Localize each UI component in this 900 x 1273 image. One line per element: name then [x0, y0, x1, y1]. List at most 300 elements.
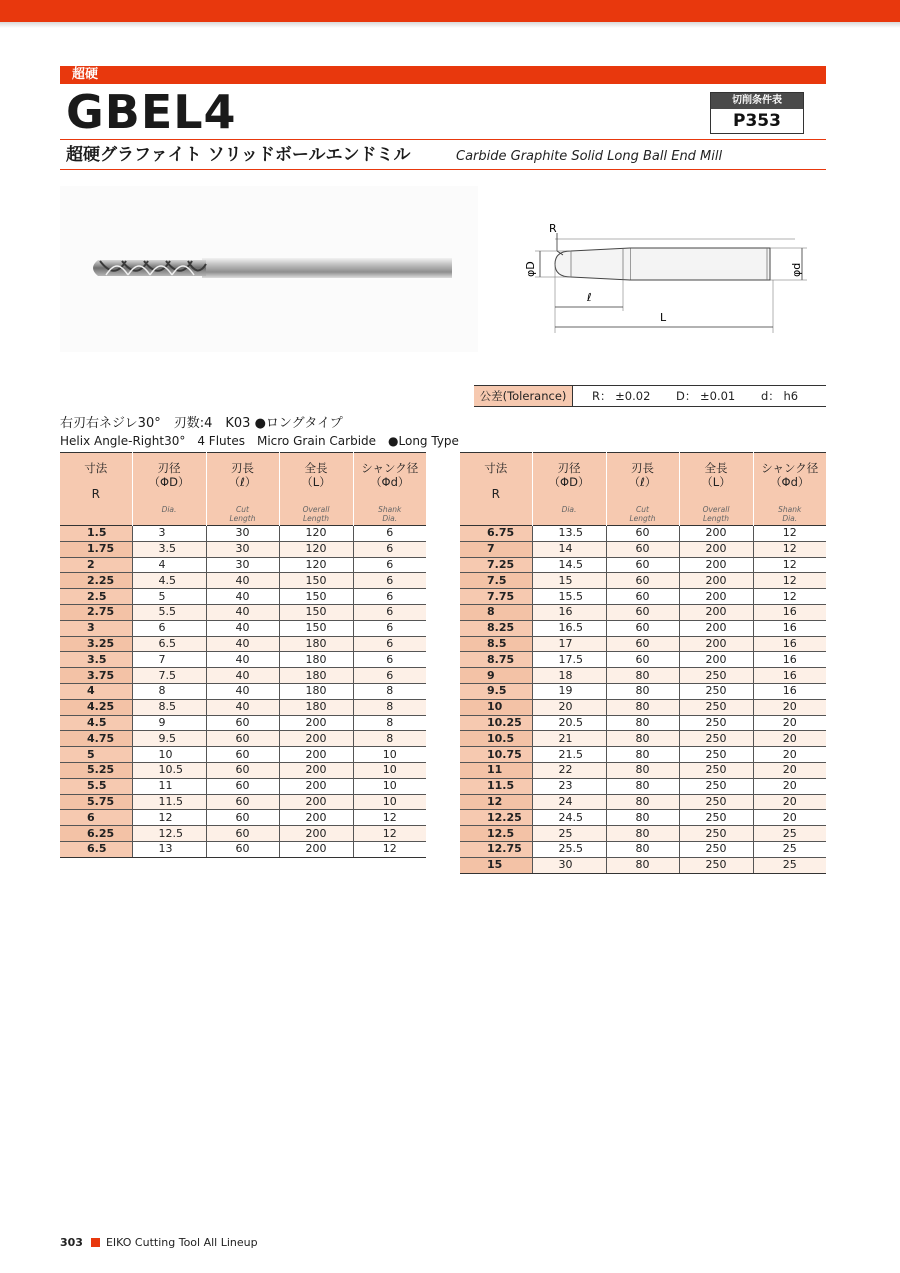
label-cut-length: ℓ: [587, 291, 592, 304]
cell-overall-length: 180: [279, 652, 353, 668]
cell-cut-length: 40: [206, 652, 279, 668]
cell-dia: 4.5: [132, 573, 206, 589]
cell-shank-dia: 8: [353, 683, 426, 699]
cell-shank-dia: 12: [353, 826, 426, 842]
cell-cut-length: 60: [606, 620, 679, 636]
cell-overall-length: 200: [679, 604, 753, 620]
dimension-diagram: [505, 215, 820, 340]
cell-cut-length: 80: [606, 826, 679, 842]
cell-cut-length: 80: [606, 731, 679, 747]
table-row: [460, 557, 826, 573]
cell-cut-length: 40: [206, 699, 279, 715]
table-row: [60, 715, 426, 731]
cell-overall-length: 250: [679, 778, 753, 794]
cell-dia: 15.5: [532, 589, 606, 605]
cell-overall-length: 180: [279, 683, 353, 699]
header-dia: 刃径 （ΦD） Dia.: [532, 453, 606, 526]
table-row: [460, 636, 826, 652]
cell-size-r: 11: [460, 762, 532, 778]
cell-size-r: 11.5: [460, 778, 532, 794]
cell-dia: 13.5: [532, 526, 606, 542]
cell-dia: 10: [132, 747, 206, 763]
cell-overall-length: 150: [279, 573, 353, 589]
cell-dia: 18: [532, 668, 606, 684]
cell-shank-dia: 12: [353, 810, 426, 826]
cell-dia: 17.5: [532, 652, 606, 668]
cell-overall-length: 250: [679, 683, 753, 699]
cell-overall-length: 150: [279, 604, 353, 620]
product-title-jp: 超硬グラファイト ソリッドボールエンドミル: [66, 145, 411, 165]
cell-overall-length: 250: [679, 794, 753, 810]
cell-overall-length: 250: [679, 762, 753, 778]
table-row: [460, 604, 826, 620]
cell-size-r: 5.75: [60, 794, 132, 810]
cell-overall-length: 250: [679, 841, 753, 857]
spec-table-right: [460, 452, 826, 874]
cell-dia: 16: [532, 604, 606, 620]
table-row: [460, 620, 826, 636]
cell-size-r: 12.5: [460, 826, 532, 842]
cell-shank-dia: 20: [753, 778, 826, 794]
cell-cut-length: 80: [606, 747, 679, 763]
cell-dia: 12: [132, 810, 206, 826]
cell-dia: 5.5: [132, 604, 206, 620]
cell-cut-length: 80: [606, 857, 679, 873]
cell-shank-dia: 20: [753, 747, 826, 763]
cell-overall-length: 200: [679, 557, 753, 573]
cell-overall-length: 200: [679, 620, 753, 636]
cell-cut-length: 40: [206, 683, 279, 699]
cell-cut-length: 60: [206, 762, 279, 778]
table-row: [460, 541, 826, 557]
cell-size-r: 9: [460, 668, 532, 684]
header-cut-length: 刃長 （ℓ） Cut Length: [206, 453, 279, 526]
cell-overall-length: 150: [279, 589, 353, 605]
cell-overall-length: 250: [679, 826, 753, 842]
cell-shank-dia: 8: [353, 715, 426, 731]
table-row: [60, 541, 426, 557]
cell-overall-length: 120: [279, 557, 353, 573]
table-row: [60, 826, 426, 842]
cell-shank-dia: 6: [353, 589, 426, 605]
cell-cut-length: 80: [606, 683, 679, 699]
cell-dia: 9: [132, 715, 206, 731]
table-row: [460, 589, 826, 605]
cell-overall-length: 200: [279, 731, 353, 747]
cell-size-r: 1.5: [60, 526, 132, 542]
cell-size-r: 4: [60, 683, 132, 699]
cell-overall-length: 200: [279, 841, 353, 857]
cell-dia: 24.5: [532, 810, 606, 826]
cell-dia: 30: [532, 857, 606, 873]
cell-shank-dia: 16: [753, 604, 826, 620]
cell-shank-dia: 20: [753, 810, 826, 826]
cell-overall-length: 200: [279, 826, 353, 842]
model-title: GBEL4: [66, 85, 237, 139]
cell-size-r: 10.25: [460, 715, 532, 731]
cell-shank-dia: 20: [753, 731, 826, 747]
cell-shank-dia: 6: [353, 620, 426, 636]
table-header-row: [460, 453, 826, 526]
label-phi-d-big: φD: [524, 261, 537, 277]
cell-overall-length: 200: [679, 526, 753, 542]
cell-cut-length: 60: [606, 604, 679, 620]
cell-dia: 10.5: [132, 762, 206, 778]
cell-overall-length: 200: [679, 652, 753, 668]
cell-overall-length: 150: [279, 620, 353, 636]
cell-cut-length: 80: [606, 794, 679, 810]
cell-size-r: 7.75: [460, 589, 532, 605]
cell-cut-length: 60: [206, 715, 279, 731]
cell-cut-length: 60: [206, 826, 279, 842]
cell-size-r: 8.25: [460, 620, 532, 636]
table-row: [60, 731, 426, 747]
table-row: [60, 747, 426, 763]
cell-shank-dia: 16: [753, 636, 826, 652]
cell-cut-length: 60: [606, 557, 679, 573]
top-accent-bar: [0, 0, 900, 22]
cell-shank-dia: 6: [353, 573, 426, 589]
cell-size-r: 12.75: [460, 841, 532, 857]
tolerance-r: R： ±0.02: [592, 389, 651, 403]
table-row: [460, 857, 826, 873]
cell-dia: 3: [132, 526, 206, 542]
cell-dia: 11.5: [132, 794, 206, 810]
cell-shank-dia: 6: [353, 636, 426, 652]
table-row: [60, 589, 426, 605]
cell-size-r: 7.5: [460, 573, 532, 589]
cell-size-r: 7.25: [460, 557, 532, 573]
tolerance-label: 公差(Tolerance): [474, 386, 573, 406]
cell-cut-length: 80: [606, 715, 679, 731]
table-row: [460, 573, 826, 589]
header-cut-length: 刃長 （ℓ） Cut Length: [606, 453, 679, 526]
tolerance-strip: [474, 385, 826, 407]
cell-shank-dia: 6: [353, 526, 426, 542]
cell-cut-length: 80: [606, 810, 679, 826]
cell-size-r: 3: [60, 620, 132, 636]
cell-size-r: 15: [460, 857, 532, 873]
header-size: 寸法 R: [60, 453, 132, 526]
cell-shank-dia: 20: [753, 699, 826, 715]
cell-size-r: 3.75: [60, 668, 132, 684]
label-phi-d-small: φd: [790, 262, 803, 277]
cell-size-r: 5: [60, 747, 132, 763]
tolerance-d-big: D： ±0.01: [676, 389, 736, 403]
cell-overall-length: 200: [279, 778, 353, 794]
cell-cut-length: 60: [206, 731, 279, 747]
cell-dia: 14: [532, 541, 606, 557]
cell-cut-length: 80: [606, 841, 679, 857]
cell-dia: 7: [132, 652, 206, 668]
cell-shank-dia: 12: [753, 573, 826, 589]
cell-overall-length: 120: [279, 526, 353, 542]
cell-overall-length: 200: [679, 541, 753, 557]
cell-shank-dia: 10: [353, 747, 426, 763]
cell-dia: 13: [132, 841, 206, 857]
cell-shank-dia: 16: [753, 652, 826, 668]
cell-dia: 25: [532, 826, 606, 842]
cell-dia: 7.5: [132, 668, 206, 684]
cell-dia: 9.5: [132, 731, 206, 747]
cell-dia: 24: [532, 794, 606, 810]
header-shank-dia: シャンク径 （Φd） Shank Dia.: [753, 453, 826, 526]
header-size: 寸法 R: [460, 453, 532, 526]
cell-overall-length: 250: [679, 668, 753, 684]
cell-dia: 6.5: [132, 636, 206, 652]
cell-size-r: 2.5: [60, 589, 132, 605]
table-row: [60, 683, 426, 699]
cell-overall-length: 180: [279, 699, 353, 715]
cell-dia: 8: [132, 683, 206, 699]
cell-size-r: 2.25: [60, 573, 132, 589]
spec-line-jp: 右刃右ネジレ30° 刃数:4 K03 ●ロングタイプ: [60, 416, 343, 431]
cell-dia: 4: [132, 557, 206, 573]
cell-cut-length: 60: [606, 573, 679, 589]
cell-dia: 11: [132, 778, 206, 794]
header-overall-length: 全長 （L） Overall Length: [679, 453, 753, 526]
cell-shank-dia: 10: [353, 794, 426, 810]
cell-cut-length: 40: [206, 668, 279, 684]
table-row: [460, 826, 826, 842]
cell-dia: 12.5: [132, 826, 206, 842]
category-bar: [60, 66, 826, 84]
cell-overall-length: 200: [279, 794, 353, 810]
cell-overall-length: 250: [679, 857, 753, 873]
cell-overall-length: 120: [279, 541, 353, 557]
cell-cut-length: 40: [206, 620, 279, 636]
table-row: [60, 620, 426, 636]
cell-cut-length: 30: [206, 557, 279, 573]
cell-size-r: 6.75: [460, 526, 532, 542]
cell-dia: 14.5: [532, 557, 606, 573]
cell-cut-length: 80: [606, 668, 679, 684]
table-row: [460, 652, 826, 668]
table-row: [460, 794, 826, 810]
cell-shank-dia: 8: [353, 731, 426, 747]
title-rule-top: [60, 139, 826, 140]
table-row: [60, 652, 426, 668]
footer-square-icon: [91, 1238, 100, 1247]
top-bar-shadow: [0, 22, 900, 28]
header-overall-length: 全長 （L） Overall Length: [279, 453, 353, 526]
cell-overall-length: 180: [279, 636, 353, 652]
spec-table-left: [60, 452, 426, 858]
cell-shank-dia: 25: [753, 857, 826, 873]
cell-size-r: 5.25: [60, 762, 132, 778]
cell-shank-dia: 12: [753, 526, 826, 542]
cell-overall-length: 200: [679, 573, 753, 589]
cell-size-r: 12: [460, 794, 532, 810]
cell-shank-dia: 6: [353, 604, 426, 620]
cell-overall-length: 200: [279, 747, 353, 763]
table-row: [60, 604, 426, 620]
cell-dia: 16.5: [532, 620, 606, 636]
cell-shank-dia: 12: [753, 541, 826, 557]
cell-shank-dia: 10: [353, 778, 426, 794]
cell-size-r: 3.5: [60, 652, 132, 668]
spec-line-en: Helix Angle-Right30° 4 Flutes Micro Grain Carbide ●Long Type: [60, 434, 459, 448]
cell-cut-length: 60: [606, 541, 679, 557]
table-row: [460, 762, 826, 778]
product-photo: [60, 186, 478, 352]
table-row: [60, 636, 426, 652]
cutting-condition-label: 切削条件表: [711, 93, 803, 109]
cell-size-r: 9.5: [460, 683, 532, 699]
product-title-en: Carbide Graphite Solid Long Ball End Mill: [456, 149, 723, 164]
cell-shank-dia: 10: [353, 762, 426, 778]
cell-size-r: 8.75: [460, 652, 532, 668]
cell-overall-length: 250: [679, 731, 753, 747]
category-label: 超硬: [72, 67, 99, 82]
cell-overall-length: 250: [679, 747, 753, 763]
end-mill-illustration: [60, 186, 478, 352]
cell-size-r: 4.25: [60, 699, 132, 715]
tolerance-d-small: d： h6: [761, 389, 799, 403]
cell-dia: 15: [532, 573, 606, 589]
table-row: [460, 683, 826, 699]
table-row: [60, 668, 426, 684]
table-row: [460, 715, 826, 731]
cell-overall-length: 200: [679, 636, 753, 652]
cell-cut-length: 40: [206, 604, 279, 620]
cell-shank-dia: 12: [353, 841, 426, 857]
cell-shank-dia: 12: [753, 589, 826, 605]
header-dia: 刃径 （ΦD） Dia.: [132, 453, 206, 526]
page-footer: [60, 1236, 258, 1250]
cell-size-r: 2: [60, 557, 132, 573]
cell-shank-dia: 6: [353, 668, 426, 684]
cell-dia: 19: [532, 683, 606, 699]
cell-overall-length: 200: [279, 762, 353, 778]
cell-shank-dia: 25: [753, 826, 826, 842]
cell-size-r: 10.5: [460, 731, 532, 747]
cell-size-r: 1.75: [60, 541, 132, 557]
table-row: [60, 778, 426, 794]
cell-dia: 21: [532, 731, 606, 747]
cell-cut-length: 60: [206, 747, 279, 763]
cell-size-r: 4.5: [60, 715, 132, 731]
page-number: 303: [60, 1236, 83, 1249]
cell-size-r: 7: [460, 541, 532, 557]
cutting-condition-page[interactable]: P353: [733, 111, 781, 131]
cell-dia: 17: [532, 636, 606, 652]
cell-shank-dia: 12: [753, 557, 826, 573]
cell-cut-length: 80: [606, 762, 679, 778]
cell-cut-length: 40: [206, 636, 279, 652]
cell-shank-dia: 6: [353, 541, 426, 557]
cell-dia: 8.5: [132, 699, 206, 715]
cell-size-r: 6.5: [60, 841, 132, 857]
table-row: [460, 747, 826, 763]
header-shank-dia: シャンク径 （Φd） Shank Dia.: [353, 453, 426, 526]
table-row: [60, 526, 426, 542]
cell-dia: 3.5: [132, 541, 206, 557]
cell-overall-length: 250: [679, 699, 753, 715]
cell-overall-length: 250: [679, 715, 753, 731]
cell-cut-length: 60: [206, 794, 279, 810]
cell-size-r: 4.75: [60, 731, 132, 747]
cell-overall-length: 250: [679, 810, 753, 826]
cell-size-r: 5.5: [60, 778, 132, 794]
cell-overall-length: 200: [679, 589, 753, 605]
cell-overall-length: 200: [279, 810, 353, 826]
table-row: [460, 810, 826, 826]
cell-size-r: 12.25: [460, 810, 532, 826]
cell-shank-dia: 25: [753, 841, 826, 857]
table-row: [60, 810, 426, 826]
cell-size-r: 6: [60, 810, 132, 826]
cell-shank-dia: 6: [353, 652, 426, 668]
table-row: [60, 794, 426, 810]
cell-size-r: 10.75: [460, 747, 532, 763]
cell-cut-length: 30: [206, 526, 279, 542]
cell-shank-dia: 20: [753, 762, 826, 778]
cell-shank-dia: 16: [753, 620, 826, 636]
cell-cut-length: 40: [206, 589, 279, 605]
table-row: [460, 526, 826, 542]
table-row: [460, 778, 826, 794]
cell-dia: 21.5: [532, 747, 606, 763]
cell-size-r: 6.25: [60, 826, 132, 842]
cell-cut-length: 30: [206, 541, 279, 557]
cell-cut-length: 60: [606, 589, 679, 605]
cell-dia: 5: [132, 589, 206, 605]
label-overall-length: L: [660, 311, 667, 324]
cell-dia: 23: [532, 778, 606, 794]
cell-size-r: 8: [460, 604, 532, 620]
cell-shank-dia: 8: [353, 699, 426, 715]
cell-shank-dia: 6: [353, 557, 426, 573]
cell-cut-length: 80: [606, 699, 679, 715]
cell-size-r: 10: [460, 699, 532, 715]
cell-dia: 22: [532, 762, 606, 778]
table-row: [60, 841, 426, 857]
cell-cut-length: 60: [606, 636, 679, 652]
cell-overall-length: 200: [279, 715, 353, 731]
table-row: [60, 762, 426, 778]
cell-cut-length: 60: [606, 526, 679, 542]
cell-size-r: 3.25: [60, 636, 132, 652]
cell-shank-dia: 16: [753, 683, 826, 699]
cell-overall-length: 180: [279, 668, 353, 684]
cell-shank-dia: 20: [753, 794, 826, 810]
table-row: [60, 557, 426, 573]
table-row: [460, 841, 826, 857]
cell-cut-length: 40: [206, 573, 279, 589]
cell-cut-length: 60: [606, 652, 679, 668]
cell-dia: 25.5: [532, 841, 606, 857]
cutting-condition-box[interactable]: [710, 92, 804, 134]
cell-cut-length: 60: [206, 778, 279, 794]
cell-cut-length: 80: [606, 778, 679, 794]
title-rule-bottom: [60, 169, 826, 170]
table-header-row: [60, 453, 426, 526]
label-r: R: [549, 222, 557, 235]
cell-shank-dia: 20: [753, 715, 826, 731]
table-row: [60, 573, 426, 589]
cell-size-r: 2.75: [60, 604, 132, 620]
cell-dia: 20.5: [532, 715, 606, 731]
cell-shank-dia: 16: [753, 668, 826, 684]
table-row: [460, 699, 826, 715]
cell-cut-length: 60: [206, 810, 279, 826]
table-row: [60, 699, 426, 715]
footer-text: EIKO Cutting Tool All Lineup: [105, 1236, 258, 1249]
table-row: [460, 668, 826, 684]
table-row: [460, 731, 826, 747]
cell-dia: 6: [132, 620, 206, 636]
